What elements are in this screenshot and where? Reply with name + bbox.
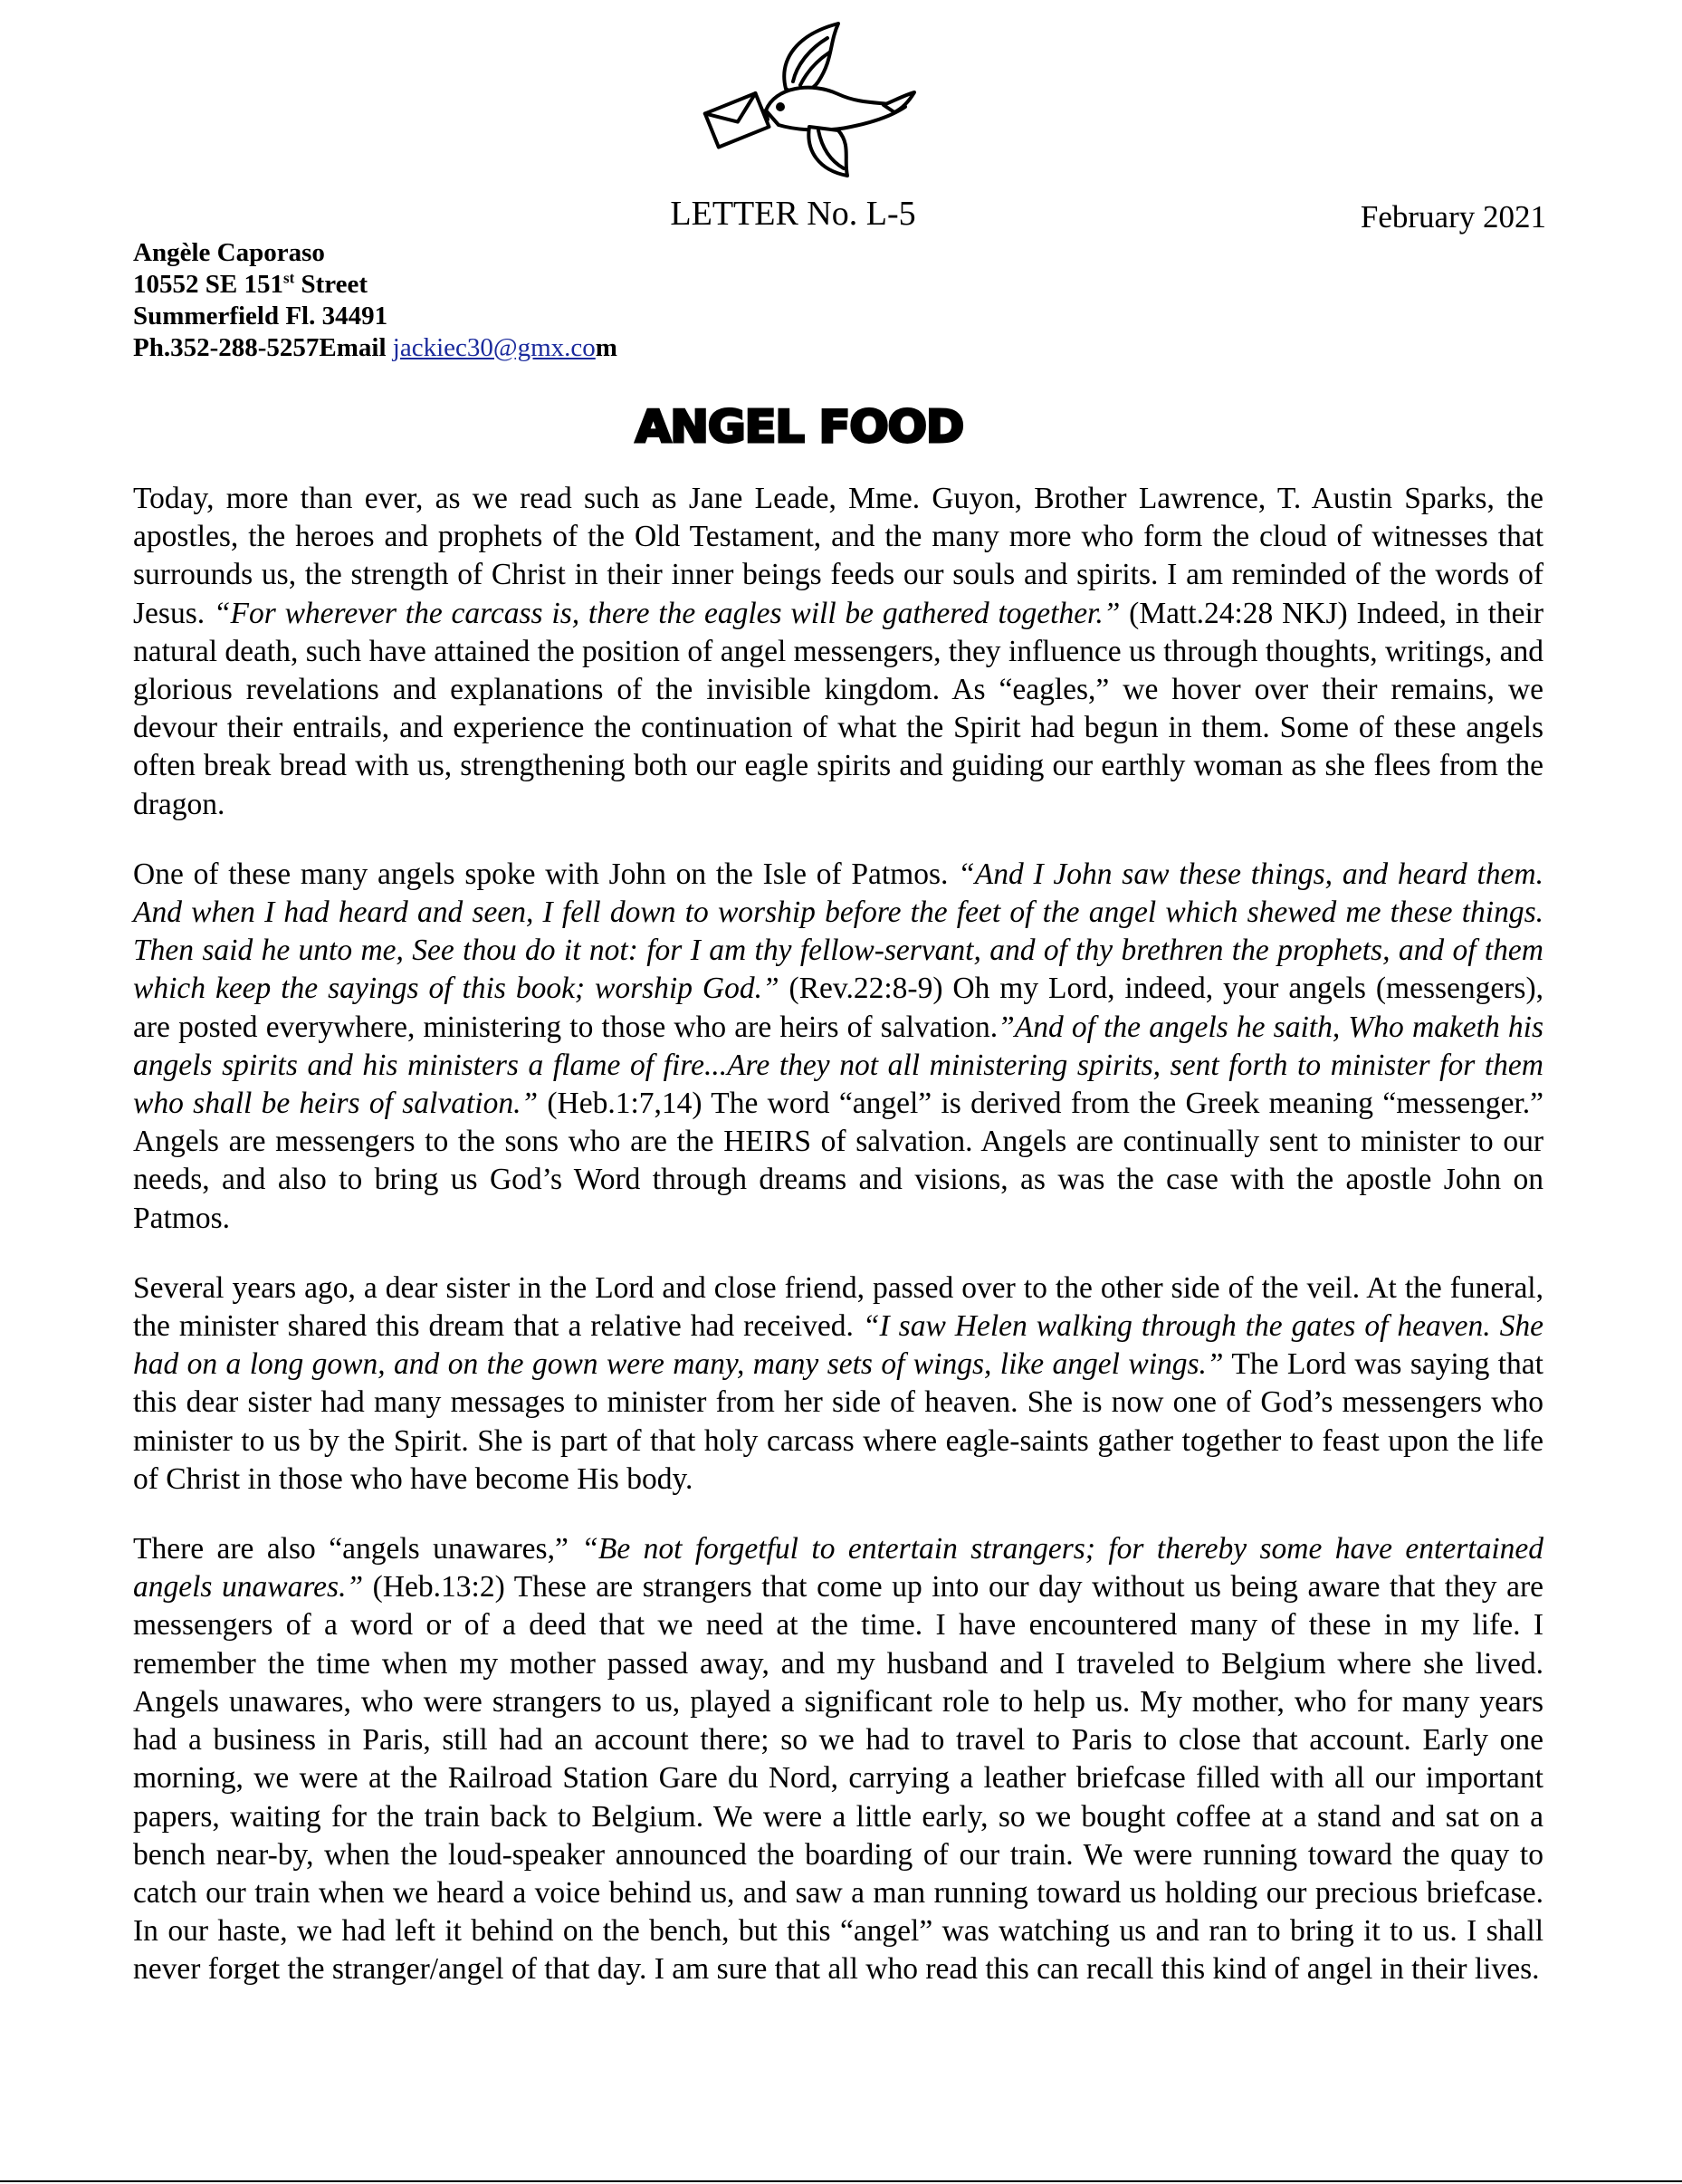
- email-tail: m: [595, 333, 617, 362]
- sender-address-block: [133, 237, 617, 364]
- body-paragraph: [133, 1530, 1543, 1988]
- scripture-quote: “And I John saw these things, and heard them. And when I had heard and seen, I fell down to worship before the feet of the angel which shewed me these things. Then said he unto me, See thou do it not: for I am thy fellow-servant, and of thy brethren the prophets, and of them which keep the sayings of this book; worship God.”: [133, 857, 1543, 1006]
- paragraph-text: (Heb.1:7,14) The word “angel” is derived from the Greek meaning “messenger.” Angels are messengers to the sons who are the HEIRS of salvation. Angels are continually sent to minister to our needs, and also to bring us God’s Word through dreams and visions, as was the case with the apostle John on Patmos.: [133, 1087, 1543, 1235]
- sender-contact: [133, 332, 617, 364]
- paragraph-text: (Rev.22:8-9) Oh my Lord, indeed, your angels (messengers), are posted everywhere, ministering to those who are heirs of salvation.: [133, 972, 1543, 1044]
- paragraph-text: The Lord was saying that this dear sister had many messages to minister from her side of heaven. She is now one of God’s messengers who minister to us by the Spirit. She is part of that holy carcass where eagle-saints gather together to feast upon the life of Christ in those who have become His body.: [133, 1347, 1543, 1496]
- street-suffix: st: [282, 269, 295, 287]
- street-name: Street: [294, 270, 368, 299]
- page-bottom-rule: [0, 2180, 1682, 2182]
- body-paragraph: [133, 480, 1543, 824]
- paragraph-text: Today, more than ever, as we read such as Jane Leade, Mme. Guyon, Brother Lawrence, T. Austin Sparks, the apostles, the heroes and prophets of the Old Testament, and the many more who form the cloud of witnesses that surrounds us, the strength of Christ in their inner beings feeds our souls and spirits. I am reminded of the words of Jesus.: [133, 482, 1543, 630]
- paragraph-text: (Heb.13:2) These are strangers that come up into our day without us being aware that they are messengers of a word or of a deed that we need at the time. I have encountered many of these in my life. I remember the time when my mother passed away, and my husband and I traveled to Belgium where she lived. Angels unawares, who were strangers to us, played a significant role to help us. My mother, who for many years had a business in Paris, still had an account there; so we had to travel to Paris to close that account. Early one morning, we were at the Railroad Station Gare du Nord, carrying a leather briefcase filled with all our important papers, waiting for the train back to Belgium. We were a little early, so we bought coffee at a stand and sat on a bench near-by, when the loud-speaker announced the boarding of our train. We were running toward the quay to catch our train when we heard a voice behind us, and saw a man running toward us holding our precious briefcase. In our haste, we had left it behind on the bench, but this “angel” was watching us and ran to bring it to us. I shall never forget the stranger/angel of that day. I am sure that all who read this can recall this kind of angel in their lives.: [133, 1570, 1543, 1987]
- body-paragraph: [133, 1269, 1543, 1499]
- sender-city: Summerfield Fl. 34491: [133, 302, 388, 330]
- paragraph-text: One of these many angels spoke with John on the Isle of Patmos.: [133, 857, 959, 891]
- letter-body: [133, 480, 1543, 2021]
- sender-phone: Ph.352-288-5257Email: [133, 333, 393, 362]
- email-link[interactable]: jackiec30@gmx.co: [392, 333, 596, 362]
- document-title: ANGEL FOOD: [635, 401, 964, 453]
- sender-name: Angèle Caporaso: [133, 238, 325, 267]
- body-paragraph: [133, 856, 1543, 1238]
- paragraph-text: There are also “angels unawares,”: [133, 1532, 582, 1566]
- sender-street: [133, 269, 617, 301]
- letter-number: LETTER No. L-5: [670, 195, 916, 233]
- scripture-quote: ”And of the angels he saith, Who maketh his angels spirits and his ministers a flame of fire...Are they not all ministering spirits, sent forth to minister for them who shall be heirs of salvation.”: [133, 1010, 1543, 1121]
- paragraph-text: Several years ago, a dear sister in the Lord and close friend, passed over to the other side of the veil. At the funeral, the minister shared this dream that a relative had received.: [133, 1270, 1543, 1344]
- letter-date: February 2021: [1360, 199, 1546, 235]
- scripture-quote: “Be not forgetful to entertain strangers; for thereby some have entertained angels unawares.”: [133, 1532, 1543, 1604]
- street-number: 10552 SE 151: [133, 270, 283, 299]
- scripture-quote: “I saw Helen walking through the gates of heaven. She had on a long gown, and on the gown were many, many sets of wings, like angel wings.”: [133, 1309, 1543, 1382]
- scripture-quote: “For wherever the carcass is, there the eagles will be gathered together.”: [213, 596, 1121, 630]
- paragraph-text: (Matt.24:28 NKJ) Indeed, in their natural death, such have attained the position of angel messengers, they influence us through thoughts, writings, and glorious revelations and explanations of the invisible kingdom. As “eagles,” we hover over their remains, we devour their entrails, and experience the continuation of what the Spirit had begun in them. Some of these angels often break bread with us, strengthening both our eagle spirits and guiding our earthly woman as she flees from the dragon.: [133, 596, 1543, 821]
- dove-with-letter-icon: [702, 18, 916, 181]
